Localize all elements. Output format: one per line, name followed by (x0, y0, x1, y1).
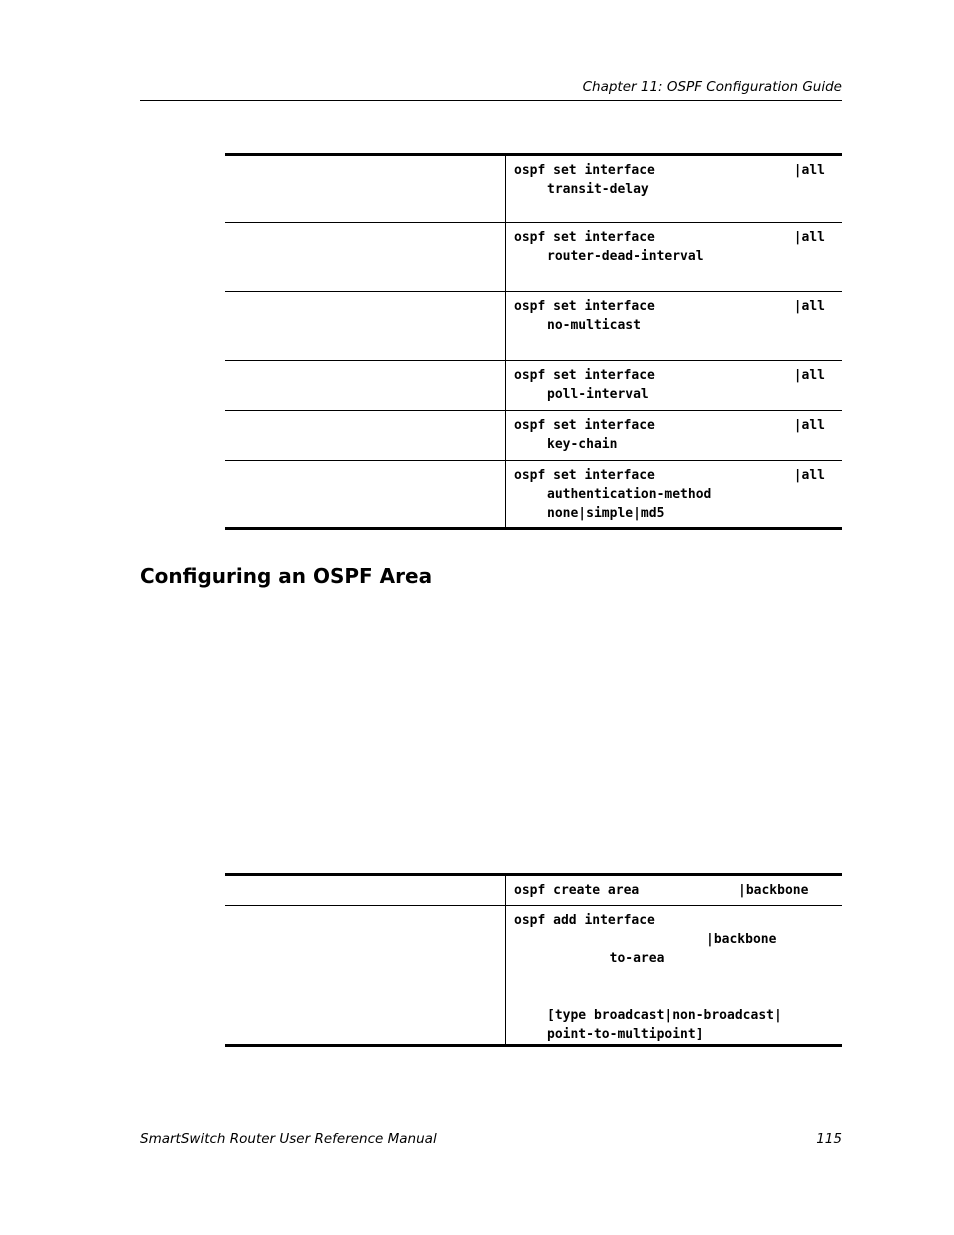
command-continuation: authentication-method (547, 487, 712, 502)
table-row (225, 361, 842, 411)
command-continuation: transit-delay (547, 182, 649, 197)
continuation-text: to-area (609, 951, 665, 966)
command-text: ospf set interface (514, 299, 655, 314)
command-continuation: poll-interval (547, 387, 649, 402)
interface-command-table (225, 153, 842, 530)
command-text: ospf create area (514, 883, 640, 898)
command-cell (506, 155, 843, 223)
command-continuation (514, 930, 834, 1006)
command-argument: |all (793, 163, 825, 178)
command-cell (506, 461, 843, 529)
command-argument: |all (793, 418, 825, 433)
table-row (225, 906, 842, 1046)
table-row (225, 411, 842, 461)
table-row (225, 155, 842, 223)
command-argument: |backbone (738, 883, 809, 898)
section-heading: Configuring an OSPF Area (140, 564, 433, 588)
table-row (225, 292, 842, 361)
command-text: ospf set interface (514, 163, 655, 178)
command-continuation: key-chain (547, 437, 618, 452)
description-cell (225, 155, 506, 223)
command-text: ospf set interface (514, 230, 655, 245)
command-continuation: none|simple|md5 (547, 506, 665, 521)
command-text: ospf add interface (514, 913, 655, 928)
description-cell (225, 223, 506, 292)
command-text: ospf set interface (514, 468, 655, 483)
command-argument: |backbone (706, 932, 777, 947)
footer-manual-title: SmartSwitch Router User Reference Manual (140, 1131, 437, 1147)
header-rule (140, 100, 842, 101)
footer-page-number: 115 (816, 1131, 842, 1147)
area-command-table (225, 873, 842, 1047)
table-row (225, 461, 842, 529)
command-text: ospf set interface (514, 418, 655, 433)
command-cell (506, 875, 843, 906)
command-cell (506, 361, 843, 411)
description-cell (225, 411, 506, 461)
command-argument: |all (793, 368, 825, 383)
description-cell (225, 906, 506, 1046)
description-cell (225, 875, 506, 906)
description-cell (225, 461, 506, 529)
description-cell (225, 361, 506, 411)
command-continuation: no-multicast (547, 318, 641, 333)
command-argument: |all (793, 468, 825, 483)
running-header: Chapter 11: OSPF Configuration Guide (582, 79, 842, 95)
command-text: ospf set interface (514, 368, 655, 383)
command-argument: |all (793, 299, 825, 314)
command-continuation: point-to-multipoint] (547, 1027, 704, 1042)
command-argument: |all (793, 230, 825, 245)
command-cell (506, 411, 843, 461)
command-cell (506, 906, 843, 1046)
table-row (225, 223, 842, 292)
command-cell (506, 223, 843, 292)
command-continuation: [type broadcast|non-broadcast| (547, 1008, 782, 1023)
description-cell (225, 292, 506, 361)
command-cell (506, 292, 843, 361)
command-continuation: router-dead-interval (547, 249, 704, 264)
table-row (225, 875, 842, 906)
